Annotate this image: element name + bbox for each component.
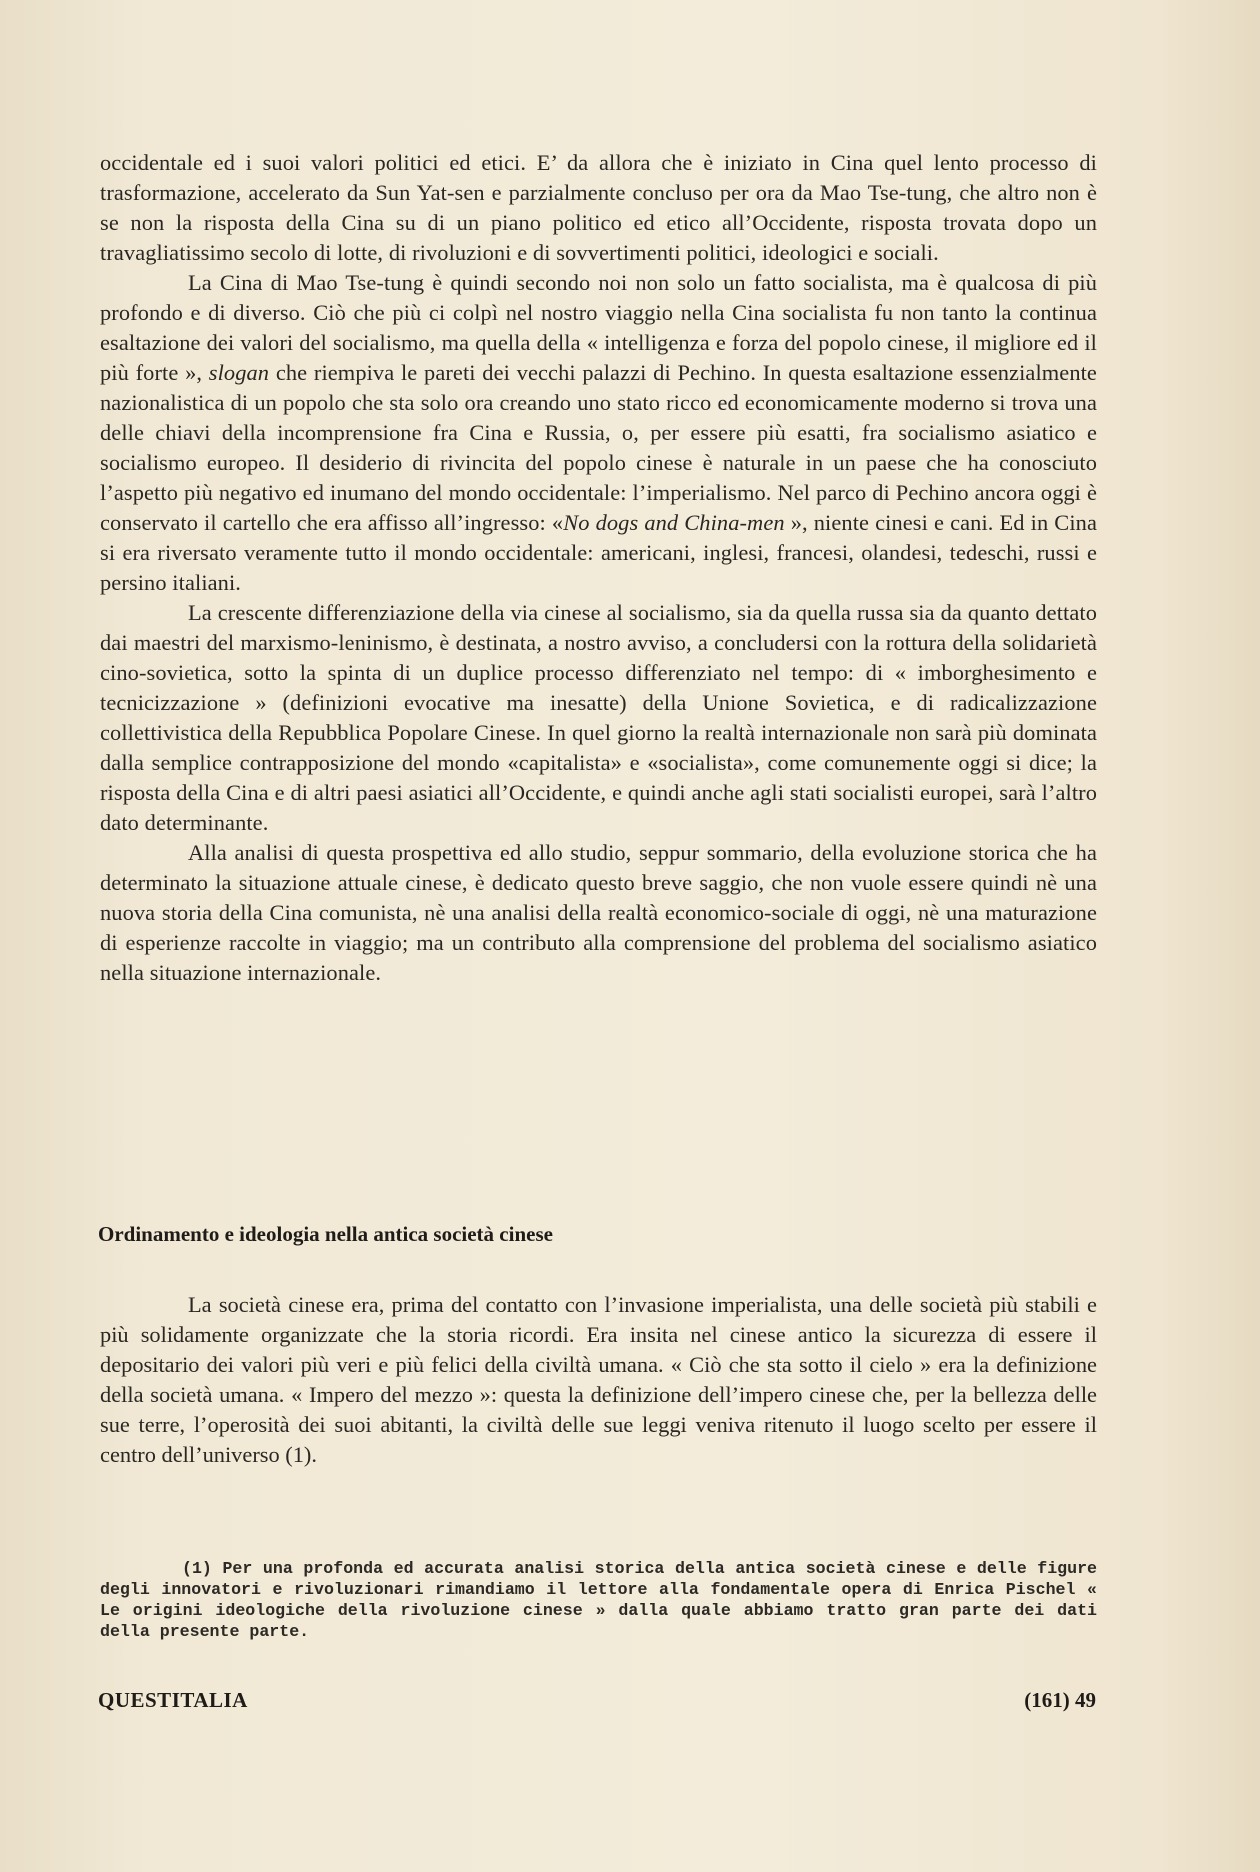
paragraph-2-part-b: che riempiva le pareti dei vecchi palazzi di Pechino. In questa esaltazione essenzialmente nazionalistica di un popolo che sta solo ora creando uno stato ricco ed economicamente moderno si trova una delle chiavi della incomprensione fra Cina e Russia, o, per essere più esatti, fra socialismo asiatico e socialismo europeo. Il desiderio di rivincita del popolo cinese è naturale in un paese che ha conosciuto l’aspetto più negativo ed inumano del mondo occidentale: l’imperialismo. Nel parco di Pechino ancora oggi è conservato il cartello che era affisso all’ingresso: «	[100, 360, 1097, 535]
footnote-text: (1) Per una profonda ed accurata analisi storica della antica società cinese e delle figure degli innovatori e rivoluzionari rimandiamo il lettore alla fondamentale opera di Enrica Pischel « Le origini ideologiche della rivoluzione cinese » dalla quale abbiamo tratto gran parte dei dati della presente parte.	[100, 1559, 1097, 1641]
footnote	[100, 1558, 1097, 1642]
paragraph-1: occidentale ed i suoi valori politici ed etici. E’ da allora che è iniziato in Cina quel lento processo di trasformazione, accelerato da Sun Yat-sen e parzialmente concluso per ora da Mao Tse-tung, che altro non è se non la risposta della Cina su di un piano politico ed etico all’Occidente, risposta trovata dopo un travagliatissimo secolo di lotte, di rivoluzioni e di sovvertimenti politici, ideologici e sociali.	[100, 150, 1097, 265]
paragraph-4: Alla analisi di questa prospettiva ed allo studio, seppur sommario, della evoluzione storica che ha determinato la situazione attuale cinese, è dedicato questo breve saggio, che non vuole essere quindi nè una nuova storia della Cina comunista, nè una analisi della realtà economico-sociale di oggi, nè una maturazione di esperienze raccolte in viaggio; ma un contributo alla comprensione del problema del socialismo asiatico nella situazione internazionale.	[100, 840, 1097, 985]
paragraph-2	[100, 268, 1097, 598]
sign-text: No dogs and China-men	[563, 510, 785, 535]
page-number: (161) 49	[1024, 1688, 1096, 1712]
section-heading: Ordinamento e ideologia nella antica società cinese	[98, 1222, 553, 1246]
journal-name: QUESTITALIA	[98, 1688, 248, 1712]
paragraph-2-part-c: », niente cinesi e cani. Ed in Cina si era riversato veramente tutto il mondo occidentale: americani, inglesi, francesi, olandesi, tedeschi, russi e persino italiani.	[100, 510, 1097, 595]
section-paragraph: La società cinese era, prima del contatto con l’invasione imperialista, una delle società più stabili e più solidamente organizzate che la storia ricordi. Era insita nel cinese antico la sicurezza di essere il depositario dei valori più veri e più felici della civiltà umana. « Ciò che sta sotto il cielo » era la definizione della società umana. « Impero del mezzo »: questa la definizione dell’impero cinese che, per la bellezza delle sue terre, l’operosità dei suoi abitanti, la civiltà delle sue leggi veniva ritenuto il luogo scelto per essere il centro dell’universo (1).	[100, 1292, 1097, 1467]
main-text	[100, 148, 1097, 988]
slogan-word: slogan	[208, 360, 270, 385]
section-text	[100, 1290, 1097, 1470]
paragraph-2-part-a: La Cina di Mao Tse-tung è quindi secondo noi non solo un fatto socialista, ma è qualcosa di più profondo e di diverso. Ciò che più ci colpì nel nostro viaggio nella Cina socialista fu non tanto la continua esaltazione dei valori del socialismo, ma quella della « intelligenza e forza del popolo cinese, il migliore ed il più forte »,	[100, 270, 1097, 385]
paragraph-3: La crescente differenziazione della via cinese al socialismo, sia da quella russa sia da quanto dettato dai maestri del marxismo-leninismo, è destinata, a nostro avviso, a concludersi con la rottura della solidarietà cino-sovietica, sotto la spinta di un duplice processo differenziato nel tempo: di « imborghesimento e tecnicizzazione » (definizioni evocative ma inesatte) della Unione Sovietica, e di radicalizzazione collettivistica della Repubblica Popolare Cinese. In quel giorno la realtà internazionale non sarà più dominata dalla semplice contrapposizione del mondo «capitalista» e «socialista», come comunemente oggi si dice; la risposta della Cina e di altri paesi asiatici all’Occidente, e quindi anche agli stati socialisti europei, sarà l’altro dato determinante.	[100, 600, 1097, 835]
